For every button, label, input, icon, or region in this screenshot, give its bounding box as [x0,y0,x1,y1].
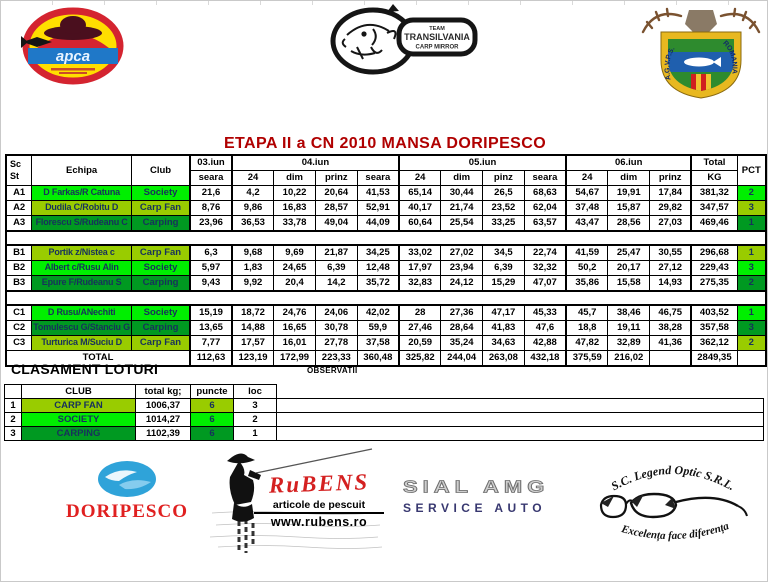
agvps-right-text: ROMANIA [721,39,738,75]
weight-cell: 29,82 [650,201,692,216]
weight-cell: 10,22 [274,186,316,201]
weight-cell: 6,3 [190,245,232,261]
club-cell: Carp Fan [131,201,190,216]
session-header: 24 [566,171,608,186]
pct-cell: 1 [737,216,766,232]
weight-cell: 17,97 [399,261,441,276]
position-cell: 3 [5,427,22,441]
weight-cell: 25,47 [608,245,650,261]
total-header: KG [691,171,737,186]
weight-cell: 30,78 [315,321,357,336]
weight-cell: 46,75 [650,305,692,321]
weight-cell: 16,01 [274,336,316,351]
team-row [6,321,766,336]
total-kg-cell: 381,32 [691,186,737,201]
puncte-cell: 6 [191,427,234,441]
team-row [6,261,766,276]
club-header: Club [131,155,190,186]
pct-cell: 1 [737,245,766,261]
spacer-cell [6,231,766,245]
session-header: seara [357,171,399,186]
weight-cell: 54,67 [566,186,608,201]
weight-cell: 9,92 [232,276,274,292]
rubens-tagline: articole de pescuit [254,499,384,514]
weight-cell: 20,4 [274,276,316,292]
rubens-logo [206,447,386,555]
corner-label: Sc [10,158,22,169]
apca-caption-line [59,72,87,74]
pct-cell: 2 [737,186,766,201]
weight-cell: 21,87 [315,245,357,261]
weight-cell: 52,91 [357,201,399,216]
observatii-label: OBSERVATII [307,366,358,375]
session-header: seara [524,171,566,186]
clasament-header-cell: CLUB [22,385,136,399]
club-cell: Carp Fan [131,245,190,261]
weight-cell: 60,64 [399,216,441,232]
weight-cell: 14,88 [232,321,274,336]
weight-cell: 21,6 [190,186,232,201]
team-row [6,305,766,321]
club-rank-row [5,399,764,413]
team-name-cell: Albert c/Rusu Alin [32,261,132,276]
weight-cell: 27,12 [650,261,692,276]
total-header: Total [691,155,737,171]
total-weight-cell: 112,63 [190,351,232,367]
position-cell: 1 [5,399,22,413]
club-total-kg-cell: 1006,37 [136,399,191,413]
session-header: dim [441,171,483,186]
team-name-cell: Dudila C/Robitu D [32,201,132,216]
weight-cell: 25,54 [441,216,483,232]
weight-cell: 42,02 [357,305,399,321]
rubens-text-block [254,471,384,529]
team-row [6,186,766,201]
team-name-cell: Tomulescu G/Stanciu G [32,321,132,336]
clasament-table-wrap [4,384,764,441]
weight-cell: 47,17 [483,305,525,321]
weight-cell: 44,09 [357,216,399,232]
day-header: 05.iun [399,155,566,171]
team-name-cell: Portik z/Nistea c [32,245,132,261]
day-header: 03.iun [190,155,232,171]
club-cell: Society [131,186,190,201]
club-total-kg-cell: 1102,39 [136,427,191,441]
team-name-cell: D Rusu/ANechiti [32,305,132,321]
total-weight-cell: 244,04 [441,351,483,367]
total-weight-cell [650,351,692,367]
weight-cell: 23,52 [483,201,525,216]
weight-cell: 41,53 [357,186,399,201]
sial-subtitle: SERVICE AUTO [403,501,547,515]
weight-cell: 8,76 [190,201,232,216]
club-cell: Society [131,305,190,321]
weight-cell: 22,74 [524,245,566,261]
agvps-left-text: A.G.V.P.S. [664,45,677,81]
weight-cell: 18,72 [232,305,274,321]
team-row [6,336,766,351]
weight-cell: 15,87 [608,201,650,216]
weight-cell: 32,89 [608,336,650,351]
observatii-cell [277,399,764,413]
clasament-header-cell [5,385,22,399]
observatii-cell [277,427,764,441]
sial-wordmark: SIAL AMG [403,477,550,497]
weight-cell: 68,63 [524,186,566,201]
weight-cell: 35,24 [441,336,483,351]
total-weight-cell: 223,33 [315,351,357,367]
puncte-cell: 6 [191,413,234,427]
sector-id-cell: A2 [6,201,32,216]
spacer-row [6,231,766,245]
page-title: ETAPA II a CN 2010 MANSA DORIPESCO [223,135,547,152]
weight-cell: 17,84 [650,186,692,201]
weight-cell: 7,77 [190,336,232,351]
weight-cell: 4,2 [232,186,274,201]
glasses-icon [601,494,747,517]
weight-cell: 32,83 [399,276,441,292]
apca-caption-line [51,68,95,71]
clasament-table [4,384,764,441]
session-header: dim [608,171,650,186]
weight-cell: 42,88 [524,336,566,351]
weight-cell: 19,91 [608,186,650,201]
agvps-logo [635,2,767,100]
weight-cell: 27,36 [441,305,483,321]
weight-cell: 32,32 [524,261,566,276]
weight-cell: 20,59 [399,336,441,351]
pct-cell: 1 [737,305,766,321]
doripesco-wordmark: DORIPESCO [66,501,188,522]
weight-cell: 21,74 [441,201,483,216]
pct-header: PCT [737,155,766,186]
transilvania-line2: TRANSILVANIA [404,32,470,42]
total-weight-cell: 375,59 [566,351,608,367]
session-header: prinz [650,171,692,186]
clasament-title: CLASAMENT LOTURI [11,361,159,377]
weight-cell: 1,83 [232,261,274,276]
transilvania-line3: CARP MIRROR [415,44,459,51]
sector-id-cell: C3 [6,336,32,351]
weight-cell: 9,68 [232,245,274,261]
weight-cell: 19,11 [608,321,650,336]
total-weight-cell: 432,18 [524,351,566,367]
weight-cell: 24,12 [441,276,483,292]
weight-cell: 13,65 [190,321,232,336]
weight-cell: 26,5 [483,186,525,201]
spacer-cell [6,291,766,305]
team-name-cell: Epure F/Rudeanu S [32,276,132,292]
weight-cell: 18,8 [566,321,608,336]
club-cell: Society [131,261,190,276]
total-row-label: TOTAL [6,351,190,367]
clasament-header-cell: puncte [191,385,234,399]
weight-cell: 27,03 [650,216,692,232]
total-kg-cell: 403,52 [691,305,737,321]
total-weight-cell: 123,19 [232,351,274,367]
legend-bottom-text: Excelența face diferența [620,520,731,543]
session-header: dim [274,171,316,186]
weight-cell: 15,19 [190,305,232,321]
weight-cell: 41,83 [483,321,525,336]
club-cell: Carping [131,216,190,232]
weight-cell: 34,25 [357,245,399,261]
weight-cell: 33,78 [274,216,316,232]
loc-cell: 1 [234,427,277,441]
weight-cell: 37,48 [566,201,608,216]
sector-id-cell: A3 [6,216,32,232]
weight-cell: 27,78 [315,336,357,351]
total-weight-cell: 325,82 [399,351,441,367]
session-header: seara [190,171,232,186]
corner-label: St [10,170,19,181]
transilvania-logo [327,3,479,77]
team-row [6,216,766,232]
header-row [5,385,764,399]
legend-optic-logo [579,447,767,557]
club-name-cell: CARPING [22,427,136,441]
club-total-kg-cell: 1014,27 [136,413,191,427]
sector-id-cell: C1 [6,305,32,321]
weight-cell: 16,65 [274,321,316,336]
weight-cell: 20,64 [315,186,357,201]
weight-cell: 41,36 [650,336,692,351]
total-kg-cell: 229,43 [691,261,737,276]
pct-cell: 2 [737,336,766,351]
club-cell: Carping [131,321,190,336]
weight-cell: 62,04 [524,201,566,216]
club-cell: Carp Fan [131,336,190,351]
club-rank-row [5,427,764,441]
sombrero-dome-icon [60,16,86,34]
club-name-cell: CARP FAN [22,399,136,413]
observatii-cell [277,413,764,427]
total-kg-cell: 362,12 [691,336,737,351]
weight-cell: 23,96 [190,216,232,232]
weight-cell: 28,56 [608,216,650,232]
pct-cell: 3 [737,321,766,336]
sial-logo [403,477,563,515]
results-table [5,154,767,367]
weight-cell: 28,57 [315,201,357,216]
weight-cell: 45,33 [524,305,566,321]
puncte-cell: 6 [191,399,234,413]
doripesco-logo [53,459,201,523]
corner-header [6,155,32,186]
weight-cell: 6,39 [483,261,525,276]
weight-cell: 38,46 [608,305,650,321]
position-cell: 2 [5,413,22,427]
weight-cell: 35,86 [566,276,608,292]
total-kg-cell: 357,58 [691,321,737,336]
total-kg-cell: 296,68 [691,245,737,261]
weight-cell: 63,57 [524,216,566,232]
pct-cell: 2 [737,276,766,292]
weight-cell: 27,02 [441,245,483,261]
clasament-header-cell: total kg; [136,385,191,399]
clasament-header-cell: loc [234,385,277,399]
weight-cell: 36,53 [232,216,274,232]
weight-cell: 17,57 [232,336,274,351]
weight-cell: 14,93 [650,276,692,292]
weight-cell: 49,04 [315,216,357,232]
weight-cell: 34,5 [483,245,525,261]
sector-id-cell: B2 [6,261,32,276]
team-row [6,201,766,216]
weight-cell: 20,17 [608,261,650,276]
apca-wordmark: apca [55,48,91,65]
weight-cell: 47,82 [566,336,608,351]
weight-cell: 28,64 [441,321,483,336]
weight-cell: 28 [399,305,441,321]
weight-cell: 24,06 [315,305,357,321]
weight-cell: 37,58 [357,336,399,351]
weight-cell: 24,76 [274,305,316,321]
sector-id-cell: B1 [6,245,32,261]
weight-cell: 43,47 [566,216,608,232]
team-name-cell: Florescu S/Rudeanu C [32,216,132,232]
total-kg-cell: 469,46 [691,216,737,232]
apca-logo [21,6,125,86]
total-weight-cell: 172,99 [274,351,316,367]
weight-cell: 16,83 [274,201,316,216]
weight-cell: 30,55 [650,245,692,261]
weight-cell: 40,17 [399,201,441,216]
weight-cell: 47,6 [524,321,566,336]
rubens-url: www.rubens.ro [270,515,368,529]
grand-total-cell: 2849,35 [691,351,737,367]
weight-cell: 5,97 [190,261,232,276]
weight-cell: 38,28 [650,321,692,336]
weight-cell: 9,69 [274,245,316,261]
day-header: 06.iun [566,155,691,171]
echipa-header: Echipa [32,155,132,186]
weight-cell: 9,86 [232,201,274,216]
weight-cell: 15,29 [483,276,525,292]
club-name-cell: SOCIETY [22,413,136,427]
weight-cell: 34,63 [483,336,525,351]
weight-cell: 15,58 [608,276,650,292]
weight-cell: 50,2 [566,261,608,276]
total-kg-cell: 275,35 [691,276,737,292]
weight-cell: 35,72 [357,276,399,292]
weight-cell: 47,07 [524,276,566,292]
weight-cell: 12,48 [357,261,399,276]
weight-cell: 41,59 [566,245,608,261]
rubens-wordmark: RuBENS [268,469,370,498]
results-table-wrap [5,154,767,367]
weight-cell: 59,9 [357,321,399,336]
spacer-row [6,291,766,305]
weight-cell: 23,94 [441,261,483,276]
team-row [6,245,766,261]
weight-cell: 27,46 [399,321,441,336]
weight-cell: 33,25 [483,216,525,232]
pct-cell: 3 [737,261,766,276]
pct-cell: 3 [737,201,766,216]
sector-id-cell: C2 [6,321,32,336]
weight-cell: 24,65 [274,261,316,276]
weight-cell: 9,43 [190,276,232,292]
weight-cell: 14,2 [315,276,357,292]
total-weight-cell: 216,02 [608,351,650,367]
day-header: 04.iun [232,155,399,171]
weight-cell: 65,14 [399,186,441,201]
sector-id-cell: A1 [6,186,32,201]
weight-cell: 6,39 [315,261,357,276]
club-rank-row [5,413,764,427]
team-row [6,276,766,292]
session-header: pinz [483,171,525,186]
loc-cell: 2 [234,413,277,427]
total-kg-cell: 347,57 [691,201,737,216]
weight-cell: 45,7 [566,305,608,321]
total-weight-cell: 360,48 [357,351,399,367]
flag-icon [387,4,399,12]
session-header: prinz [315,171,357,186]
pct-blank-cell [737,351,766,367]
header-row [6,155,766,171]
total-weight-cell: 263,08 [483,351,525,367]
session-header: 24 [399,171,441,186]
weight-cell: 33,02 [399,245,441,261]
weight-cell: 30,44 [441,186,483,201]
loc-cell: 3 [234,399,277,413]
team-name-cell: Turturica M/Suciu D [32,336,132,351]
session-header: 24 [232,171,274,186]
doripesco-oval-icon [53,459,201,499]
transilvania-line1: TEAM [429,26,445,32]
team-name-cell: D Farkas/R Catuna [32,186,132,201]
legend-top-text: S.C. Legend Optic S.R.L. [608,462,738,494]
club-cell: Carping [131,276,190,292]
sector-id-cell: B3 [6,276,32,292]
